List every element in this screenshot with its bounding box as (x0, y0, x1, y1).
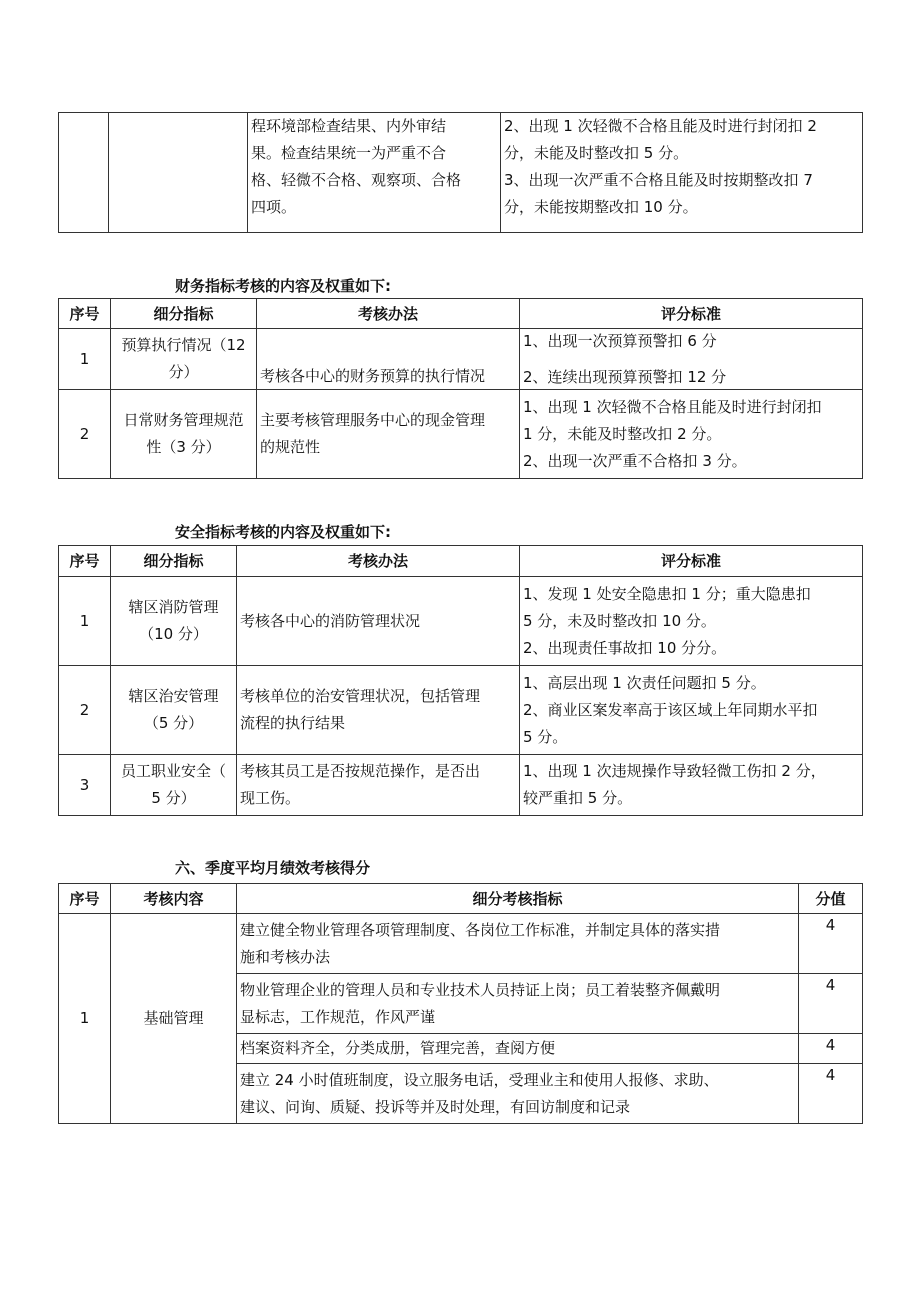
finance-heading: 财务指标考核的内容及权重如下: (175, 277, 392, 295)
header-criteria: 评分标准 (520, 299, 863, 329)
finance-table (58, 298, 863, 479)
cell-method: 程环境部检查结果、内外审结 果。检查结果统一为严重不合 格、轻微不合格、观察项、合格 四项。 (248, 113, 501, 233)
cell-indicator: 员工职业安全（ 5 分） (111, 755, 237, 816)
cell-no: 2 (59, 666, 111, 755)
cell-no (59, 113, 109, 233)
table-header-row (59, 546, 863, 577)
header-indicator: 细分考核指标 (237, 884, 799, 914)
cell-criteria: 1、出现 1 次违规操作导致轻微工伤扣 2 分， 较严重扣 5 分。 (520, 755, 863, 816)
cell-indicator: 辖区消防管理 （10 分） (111, 577, 237, 666)
safety-heading: 安全指标考核的内容及权重如下: (175, 523, 392, 541)
table-row (59, 577, 863, 666)
header-indicator: 细分指标 (111, 546, 237, 577)
cell-criteria: 1、出现 1 次轻微不合格且能及时进行封闭扣 1 分，未能及时整改扣 2 分。 2、出现一次严重不合格扣 3 分。 (520, 390, 863, 479)
table-row (59, 914, 863, 974)
cell-method: 考核各中心的财务预算的执行情况 (257, 329, 520, 390)
cell-no: 3 (59, 755, 111, 816)
header-criteria: 评分标准 (520, 546, 863, 577)
table-row (59, 390, 863, 479)
cell-indicator: 建立健全物业管理各项管理制度、各岗位工作标准，并制定具体的落实措 施和考核办法 (237, 914, 799, 974)
cell-no: 1 (59, 914, 111, 1124)
header-no: 序号 (59, 299, 111, 329)
header-method: 考核办法 (237, 546, 520, 577)
cell-no: 1 (59, 577, 111, 666)
table-header-row (59, 299, 863, 329)
cell-criteria: 1、出现一次预算预警扣 6 分 2、连续出现预算预警扣 12 分 (520, 329, 863, 390)
cell-criteria: 2、出现 1 次轻微不合格且能及时进行封闭扣 2 分，未能及时整改扣 5 分。 3、出现一次严重不合格且能及时按期整改扣 7 分，未能按期整改扣 10 分。 (501, 113, 863, 233)
table-row (59, 329, 863, 390)
header-score: 分值 (799, 884, 863, 914)
cell-method: 考核各中心的消防管理状况 (237, 577, 520, 666)
cell-indicator: 建立 24 小时值班制度，设立服务电话，受理业主和使用人报修、求助、 建议、问询、质疑、投诉等并及时处理，有回访制度和记录 (237, 1064, 799, 1124)
quarterly-heading: 六、季度平均月绩效考核得分 (175, 859, 371, 877)
header-no: 序号 (59, 884, 111, 914)
cell-score: 4 (799, 1034, 863, 1064)
cell-score: 4 (799, 1064, 863, 1124)
table-row (59, 113, 863, 233)
cell-method: 主要考核管理服务中心的现金管理 的规范性 (257, 390, 520, 479)
cell-indicator: 日常财务管理规范 性（3 分） (111, 390, 257, 479)
table-header-row (59, 884, 863, 914)
cell-indicator: 物业管理企业的管理人员和专业技术人员持证上岗；员工着装整齐佩戴明 显标志，工作规范，作风严谨 (237, 974, 799, 1034)
cell-score: 4 (799, 974, 863, 1034)
cell-criteria: 1、高层出现 1 次责任问题扣 5 分。 2、商业区案发率高于该区域上年同期水平扣 5 分。 (520, 666, 863, 755)
cell-indicator: 辖区治安管理 （5 分） (111, 666, 237, 755)
header-indicator: 细分指标 (111, 299, 257, 329)
cell-criteria: 1、发现 1 处安全隐患扣 1 分；重大隐患扣 5 分，未及时整改扣 10 分。 2、出现责任事故扣 10 分分。 (520, 577, 863, 666)
cell-indicator: 预算执行情况（12 分） (111, 329, 257, 390)
cell-no: 2 (59, 390, 111, 479)
quarterly-table (58, 883, 863, 1124)
cell-method: 考核单位的治安管理状况，包括管理 流程的执行结果 (237, 666, 520, 755)
continued-table (58, 112, 863, 233)
header-content: 考核内容 (111, 884, 237, 914)
header-method: 考核办法 (257, 299, 520, 329)
cell-no: 1 (59, 329, 111, 390)
cell-score: 4 (799, 914, 863, 974)
table-row (59, 666, 863, 755)
safety-table (58, 545, 863, 816)
cell-indicator (109, 113, 248, 233)
cell-content: 基础管理 (111, 914, 237, 1124)
table-row (59, 755, 863, 816)
cell-indicator: 档案资料齐全，分类成册，管理完善，查阅方便 (237, 1034, 799, 1064)
cell-method: 考核其员工是否按规范操作，是否出 现工伤。 (237, 755, 520, 816)
header-no: 序号 (59, 546, 111, 577)
